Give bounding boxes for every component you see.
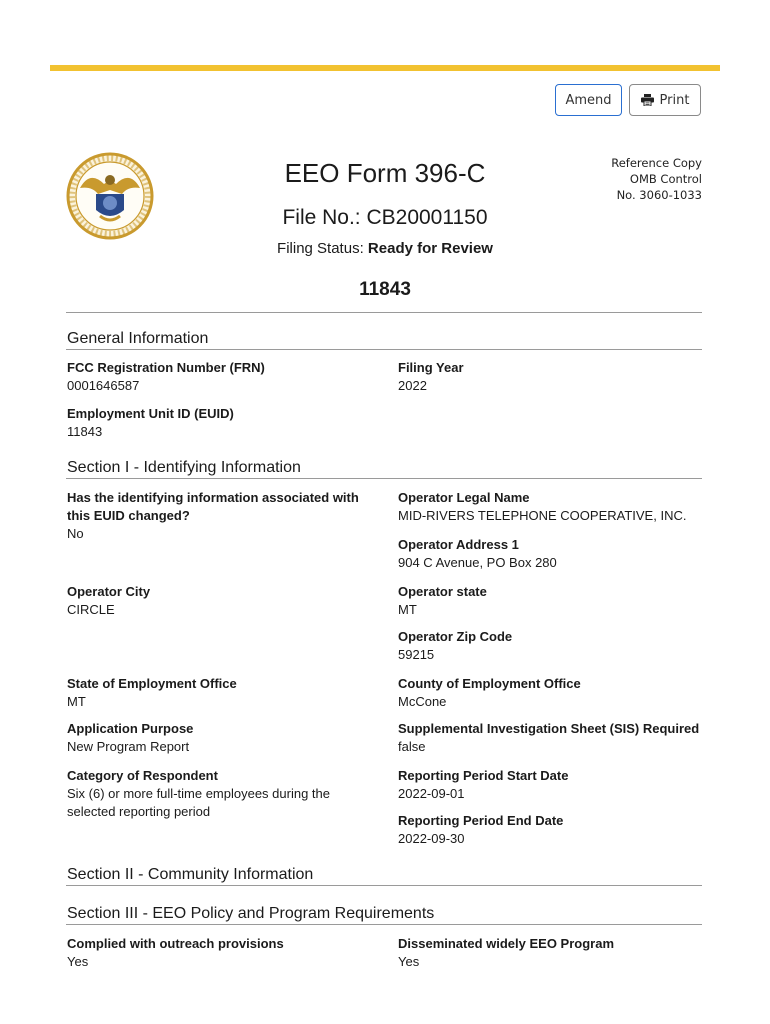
field-label: Operator Address 1 (398, 537, 519, 552)
field-value: No (67, 526, 84, 541)
section-heading-community: Section II - Community Information (67, 866, 314, 883)
field-label: Employment Unit ID (EUID) (67, 406, 234, 421)
field-sis-required (398, 720, 718, 756)
printer-icon (641, 94, 654, 106)
amend-button[interactable] (555, 84, 622, 116)
filing-status (0, 240, 770, 257)
field-period-end (398, 812, 708, 848)
field-label: State of Employment Office (67, 676, 237, 691)
field-label: FCC Registration Number (FRN) (67, 360, 265, 375)
reference-line-1: Reference Copy (611, 156, 702, 170)
field-value: Yes (398, 954, 420, 969)
field-value: 2022-09-30 (398, 831, 465, 846)
field-disseminated (398, 935, 708, 971)
field-period-start (398, 767, 708, 803)
field-frn (67, 359, 377, 395)
field-state (398, 583, 708, 619)
field-application-purpose (67, 720, 377, 756)
field-value: 2022-09-01 (398, 786, 465, 801)
section-divider (66, 349, 702, 350)
field-label: Reporting Period End Date (398, 813, 564, 828)
field-outreach (67, 935, 377, 971)
field-value: 2022 (398, 378, 427, 393)
reference-line-3: No. 3060-1033 (616, 188, 702, 202)
field-value: McCone (398, 694, 447, 709)
field-label: Category of Respondent (67, 768, 218, 783)
print-button[interactable] (629, 84, 701, 116)
field-label: Filing Year (398, 360, 464, 375)
field-info-changed (67, 489, 372, 543)
field-label: Supplemental Investigation Sheet (SIS) Required (398, 721, 700, 736)
section-divider (66, 924, 702, 925)
field-label: Has the identifying information associated with this EUID changed? (67, 490, 359, 523)
field-value: 0001646587 (67, 378, 140, 393)
divider (66, 312, 702, 313)
field-label: Operator Legal Name (398, 490, 530, 505)
field-city (67, 583, 377, 619)
accent-bar (50, 65, 720, 71)
field-value: false (398, 739, 426, 754)
field-label: County of Employment Office (398, 676, 581, 691)
field-label: Complied with outreach provisions (67, 936, 284, 951)
filing-status-label: Filing Status: (277, 240, 364, 257)
field-euid (67, 405, 377, 441)
field-value: 11843 (67, 424, 103, 439)
section-heading-identifying: Section I - Identifying Information (67, 459, 301, 476)
filing-status-value: Ready for Review (367, 240, 493, 257)
field-value: MT (398, 602, 417, 617)
field-label: Application Purpose (67, 721, 194, 736)
field-label: Operator state (398, 584, 487, 599)
field-legal-name (398, 489, 718, 525)
section-heading-general: General Information (67, 330, 209, 347)
amend-button-label: Amend (565, 92, 612, 108)
unit-id-heading: 11843 (359, 279, 411, 300)
section-divider (66, 478, 702, 479)
field-label: Reporting Period Start Date (398, 768, 569, 783)
field-category (67, 767, 357, 821)
file-number: File No.: CB20001150 (282, 206, 488, 229)
reference-line-2: OMB Control (629, 172, 702, 186)
toolbar (555, 84, 701, 116)
field-filing-year (398, 359, 708, 395)
field-label: Disseminated widely EEO Program (398, 936, 615, 951)
field-value: CIRCLE (67, 602, 115, 617)
field-value: Six (6) or more full-time employees during the selected reporting period (67, 786, 330, 819)
field-label: Operator Zip Code (398, 629, 513, 644)
field-label: Operator City (67, 584, 151, 599)
field-zip (398, 628, 708, 664)
field-value: 59215 (398, 647, 435, 662)
field-value: 904 C Avenue, PO Box 280 (398, 555, 557, 570)
print-button-label: Print (659, 92, 690, 108)
field-value: New Program Report (67, 739, 190, 754)
section-divider (66, 885, 702, 886)
section-heading-eeo-policy: Section III - EEO Policy and Program Requirements (67, 905, 435, 922)
form-title: EEO Form 396-C (284, 158, 486, 188)
field-value: MT (67, 694, 86, 709)
field-county (398, 675, 708, 711)
field-value: MID-RIVERS TELEPHONE COOPERATIVE, INC. (398, 508, 687, 523)
field-address (398, 536, 708, 572)
field-employment-state (67, 675, 377, 711)
field-value: Yes (67, 954, 89, 969)
